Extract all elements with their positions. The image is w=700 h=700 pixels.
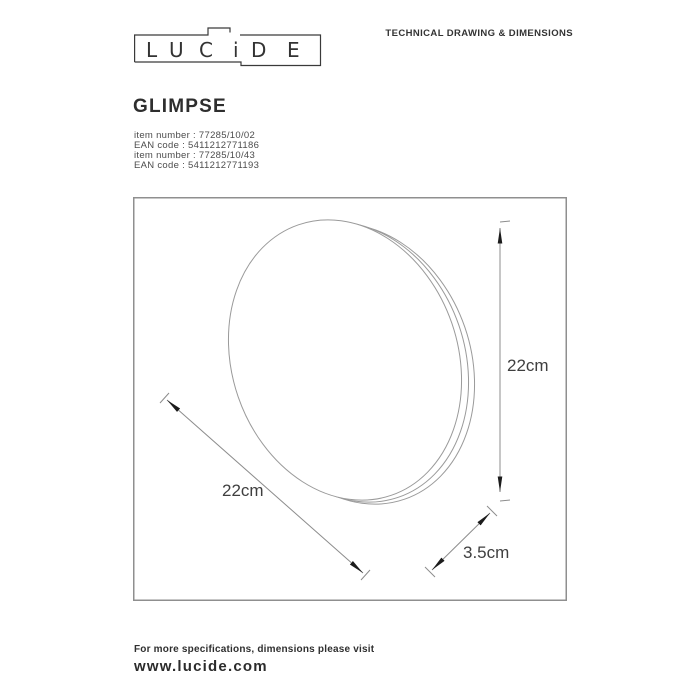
dimension-label-diagonal: 22cm bbox=[222, 481, 264, 500]
product-name: GLIMPSE bbox=[133, 96, 227, 117]
product-details bbox=[134, 131, 259, 171]
ean-code-line: EAN code : 5411212771186 bbox=[134, 140, 260, 151]
dimension-tick bbox=[500, 221, 510, 222]
logo-letters bbox=[146, 38, 300, 62]
logo-letter: C bbox=[199, 38, 213, 62]
dimension-label-depth: 3.5cm bbox=[463, 543, 510, 562]
footer-website-url: www.lucide.com bbox=[134, 658, 268, 675]
dimension-tick bbox=[361, 570, 370, 580]
ean-code-line: EAN code : 5411212771193 bbox=[134, 160, 260, 171]
dimension-label-vertical: 22cm bbox=[507, 356, 549, 375]
logo-letter: D bbox=[251, 38, 267, 62]
logo-letter: L bbox=[146, 38, 158, 62]
footer-note: For more specifications, dimensions please visit bbox=[134, 644, 375, 655]
dimension-tick bbox=[500, 500, 510, 501]
lucide-logo bbox=[134, 24, 324, 70]
logo-letter: E bbox=[287, 38, 300, 62]
document-title: TECHNICAL DRAWING & DIMENSIONS bbox=[385, 28, 573, 39]
logo-letter: i bbox=[233, 38, 239, 62]
item-number-line: item number : 77285/10/43 bbox=[134, 150, 256, 161]
technical-drawing bbox=[133, 197, 567, 601]
dimension-tick bbox=[160, 393, 169, 403]
item-number-line: item number : 77285/10/02 bbox=[134, 130, 256, 141]
footer bbox=[134, 644, 374, 675]
logo-letter: U bbox=[169, 38, 184, 62]
